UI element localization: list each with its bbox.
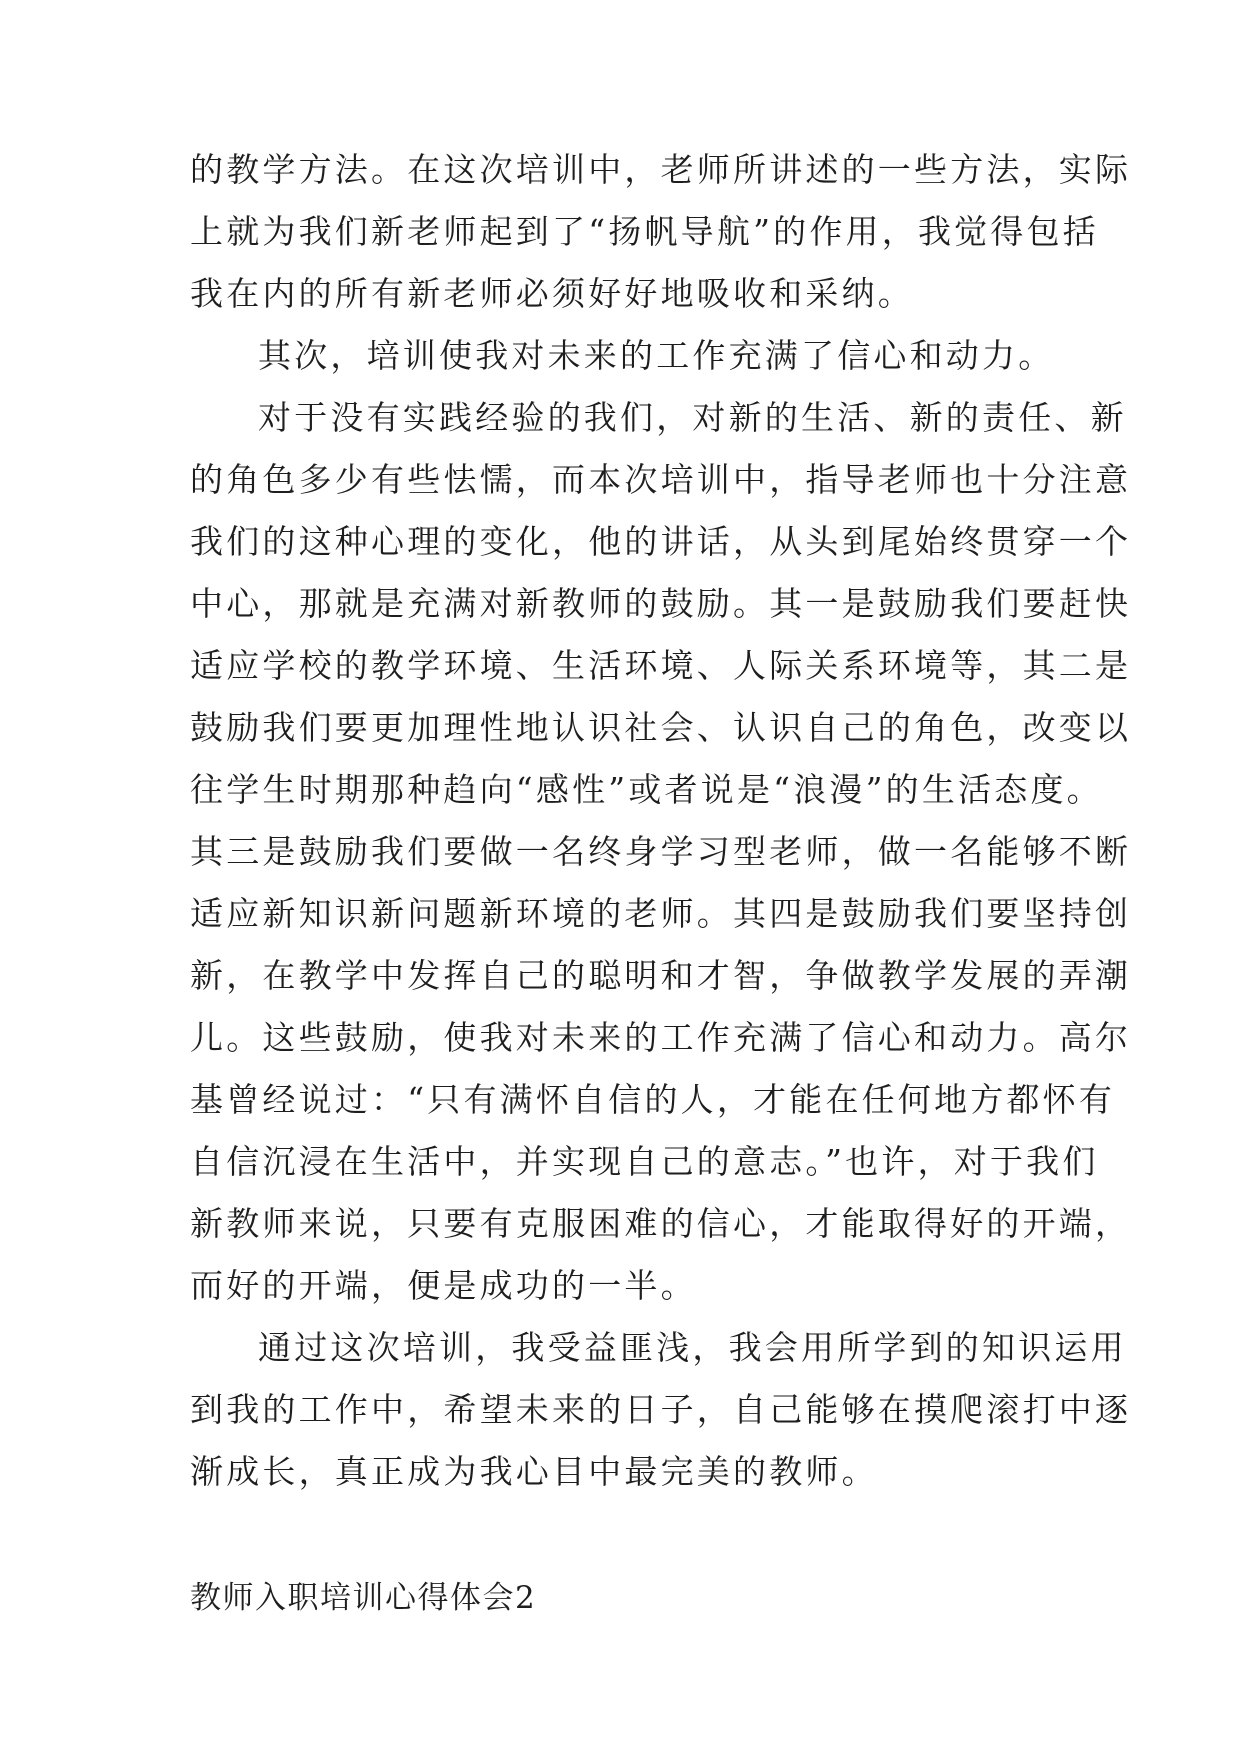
paragraph-line: 适应新知识新问题新环境的老师。其四是鼓励我们要坚持创	[190, 894, 1132, 933]
paragraph-line: 新，在教学中发挥自己的聪明和才智，争做教学发展的弄潮	[190, 956, 1132, 995]
paragraph-line: 其三是鼓励我们要做一名终身学习型老师，做一名能够不断	[190, 832, 1132, 871]
paragraph-line: 新教师来说，只要有克服困难的信心，才能取得好的开端，	[190, 1204, 1132, 1243]
paragraph-line: 的角色多少有些怯懦，而本次培训中，指导老师也十分注意	[190, 460, 1132, 499]
paragraph-line: 鼓励我们要更加理性地认识社会、认识自己的角色，改变以	[190, 708, 1132, 747]
paragraph-line: 儿。这些鼓励，使我对未来的工作充满了信心和动力。高尔	[190, 1018, 1132, 1057]
paragraph-line: 基曾经说过：“只有满怀自信的人，才能在任何地方都怀有	[190, 1080, 1116, 1119]
paragraph-line: 通过这次培训，我受益匪浅，我会用所学到的知识运用	[258, 1328, 1127, 1367]
paragraph-line: 渐成长，真正成为我心目中最完美的教师。	[190, 1452, 878, 1491]
paragraph-line: 上就为我们新老师起到了“扬帆导航”的作用，我觉得包括	[190, 212, 1099, 251]
paragraph-line: 的教学方法。在这次培训中，老师所讲述的一些方法，实际	[190, 150, 1132, 189]
paragraph-line: 自信沉浸在生活中，并实现自己的意志。”也许，对于我们	[190, 1142, 1099, 1181]
paragraph-line: 适应学校的教学环境、生活环境、人际关系环境等，其二是	[190, 646, 1132, 685]
paragraph-line: 往学生时期那种趋向“感性”或者说是“浪漫”的生活态度。	[190, 770, 1103, 809]
paragraph-line: 对于没有实践经验的我们，对新的生活、新的责任、新	[258, 398, 1127, 437]
section-title: 教师入职培训心得体会2	[190, 1580, 537, 1616]
paragraph-line: 到我的工作中，希望未来的日子，自己能够在摸爬滚打中逐	[190, 1390, 1132, 1429]
paragraph-line: 我们的这种心理的变化，他的讲话，从头到尾始终贯穿一个	[190, 522, 1132, 561]
paragraph-line: 我在内的所有新老师必须好好地吸收和采纳。	[190, 274, 914, 313]
paragraph-line: 而好的开端，便是成功的一半。	[190, 1266, 697, 1305]
paragraph-line: 中心，那就是充满对新教师的鼓励。其一是鼓励我们要赶快	[190, 584, 1132, 623]
paragraph-line: 其次，培训使我对未来的工作充满了信心和动力。	[258, 336, 1055, 375]
